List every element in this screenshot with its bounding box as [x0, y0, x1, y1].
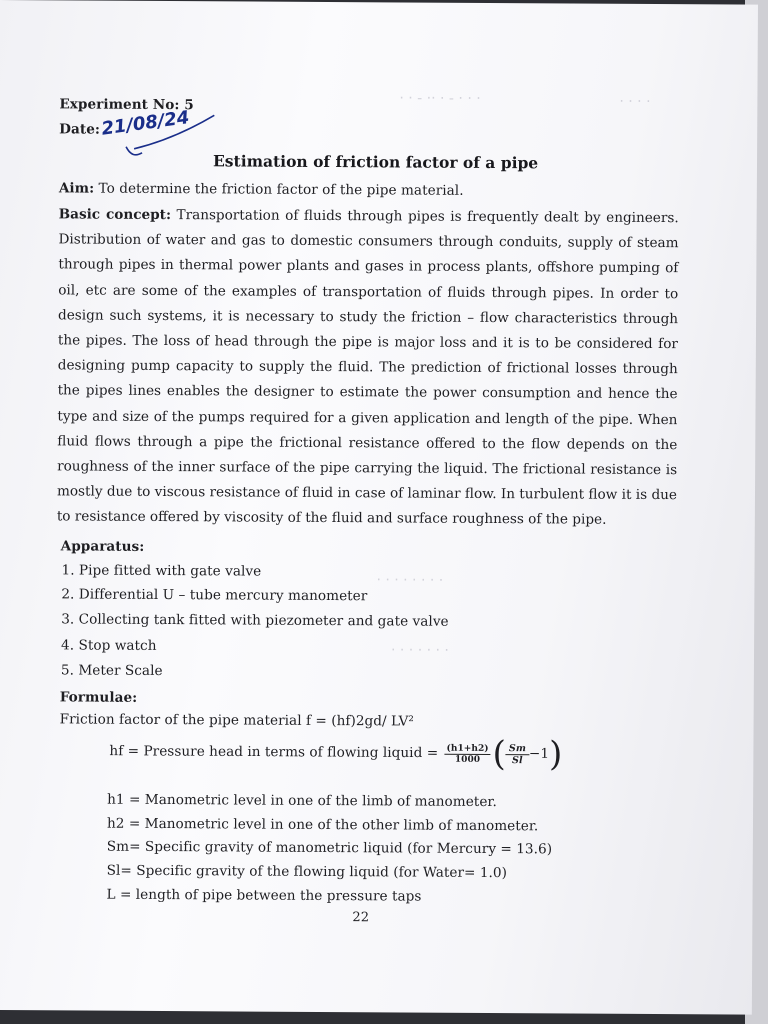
basic-concept-label: Basic concept:: [58, 206, 172, 224]
basic-concept-text: Transportation of fluids through pipes is frequently dealt by engineers. Distribution of water and gas to domestic consumers through conduits, supply of steam through pipes in thermal power plants and gases in process plants, offshore pumping of oil, etc are some of the examples of transportation of fluids through pipes. In order to design such systems, it is necessary to study the friction – flow characteristics through the pipes. The loss of head through the pipe is major loss and it is to be considered for designing pump capacity to supply the fluid. The prediction of frictional losses through the pipes lines enables the designer to estimate the power consumption and hence the type and size of the pumps required for a given application and length of the pipe. When fluid flows through a pipe the frictional resistance offered to the flow depends on the roughness of the inner surface of the pipe carrying the liquid. The frictional resistance is mostly due to viscous resistance of fluid in case of laminar flow. In turbulent flow it is due to resistance offered by viscosity of the fluid and surface roughness of the pipe.: [56, 207, 679, 529]
h-sum-fraction: [444, 743, 490, 764]
aim-text: To determine the friction factor of the pipe material.: [98, 180, 464, 199]
bleed-through-mark: · · · ·: [619, 93, 651, 110]
list-item: 4. Stop watch: [61, 637, 157, 654]
definition-h2: h2 = Manometric level in one of the other limb of manometer.: [106, 815, 539, 835]
head-loss-formula: [109, 734, 563, 775]
apparatus-heading: Apparatus:: [60, 538, 145, 555]
minus-one: −1: [528, 745, 550, 762]
handwritten-date: 21/08/24: [100, 107, 191, 140]
definition-h1: h1 = Manometric level in one of the limb of manometer.: [107, 791, 497, 811]
list-item: 5. Meter Scale: [60, 662, 163, 680]
gravity-ratio: [506, 743, 529, 766]
right-paren: ): [548, 734, 563, 775]
basic-concept-paragraph: [57, 202, 679, 533]
definition-length: L = length of pipe between the pressure taps: [106, 886, 422, 905]
definition-sl: Sl= Specific gravity of the flowing liquid (for Water= 1.0): [106, 862, 508, 882]
friction-factor-formula: Friction factor of the pipe material f = (hf)2gd/ LV²: [59, 711, 414, 730]
sm-numerator: Sm: [506, 743, 529, 755]
page-title: Estimation of friction factor of a pipe: [212, 151, 539, 173]
formulae-heading: Formulae:: [59, 689, 138, 706]
date-label: Date:: [59, 121, 101, 138]
h-sum-numerator: (h1+h2): [445, 743, 491, 754]
list-item: 2. Differential U – tube mercury manometer: [61, 586, 368, 605]
aim-label: Aim:: [58, 180, 95, 197]
experiment-number: Experiment No: 5: [59, 96, 194, 114]
h-sum-denominator: 1000: [454, 754, 481, 765]
bleed-through-mark: · · · · · · ·: [390, 642, 449, 659]
sl-denominator: Sl: [512, 754, 523, 766]
bleed-through-mark: · · · · · · · ·: [376, 572, 444, 589]
page-number: 22: [352, 910, 370, 926]
handwritten-underline: [114, 109, 224, 165]
list-item: 1. Pipe fitted with gate valve: [61, 562, 262, 580]
bleed-through-mark: · · - ·· · - · · ·: [399, 90, 481, 107]
definition-sm: Sm= Specific gravity of manometric liquid (for Mercury = 13.6): [106, 838, 553, 858]
list-item: 3. Collecting tank fitted with piezometer and gate valve: [61, 611, 449, 630]
aim-line: [59, 180, 464, 198]
left-paren: (: [492, 734, 507, 775]
hf-label: hf = Pressure head in terms of flowing liquid =: [109, 743, 439, 762]
